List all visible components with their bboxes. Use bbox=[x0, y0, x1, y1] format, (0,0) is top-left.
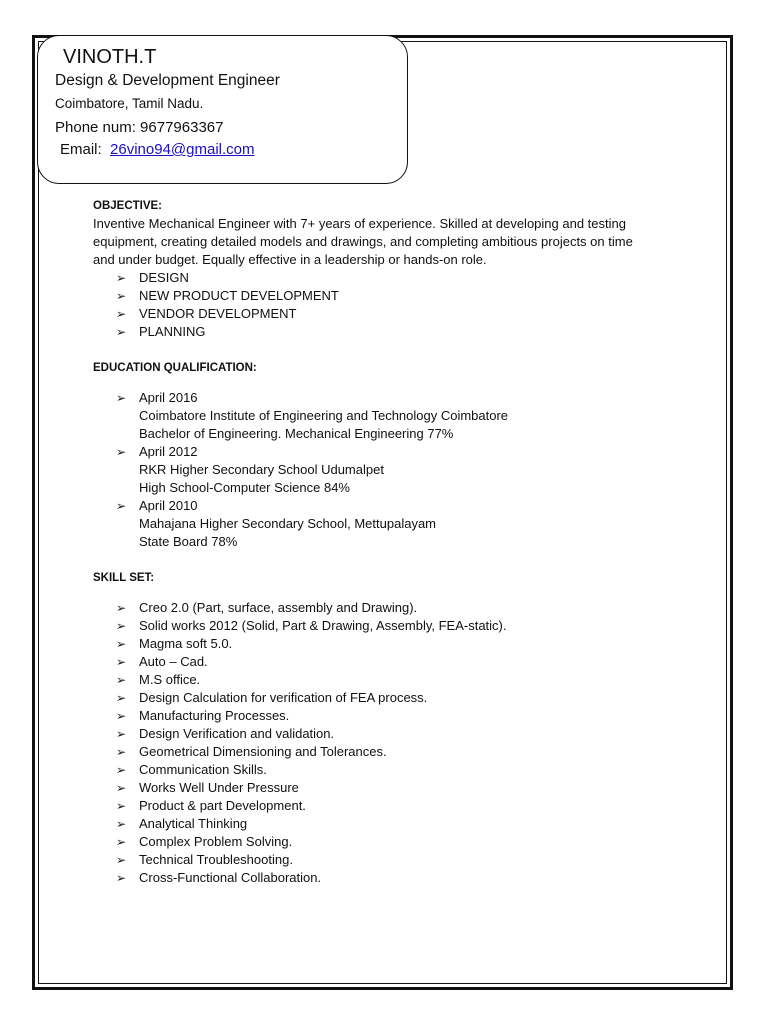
objective-item-label: PLANNING bbox=[139, 324, 206, 339]
arrowhead-bullet-icon: ➢ bbox=[116, 325, 127, 339]
education-date: April 2010 bbox=[139, 498, 198, 513]
skill-item bbox=[93, 653, 653, 671]
objective-text: Inventive Mechanical Engineer with 7+ years of experience. Skilled at developing and testing equipment, creating detailed models and drawings, and completing ambitious projects on time and under budget. Equally effective in a leadership or hands-on role. bbox=[93, 216, 633, 267]
arrowhead-bullet-icon: ➢ bbox=[116, 391, 127, 405]
skill-item bbox=[93, 617, 653, 635]
skill-label: Cross-Functional Collaboration. bbox=[139, 870, 322, 885]
skill-item bbox=[93, 851, 653, 869]
arrowhead-bullet-icon: ➢ bbox=[116, 853, 127, 867]
phone-number: Phone num: 9677963367 bbox=[55, 119, 224, 136]
education-detail: High School-Computer Science 84% bbox=[139, 480, 350, 495]
skill-item bbox=[93, 671, 653, 689]
arrowhead-bullet-icon: ➢ bbox=[116, 445, 127, 459]
education-institution: Coimbatore Institute of Engineering and Technology Coimbatore bbox=[139, 408, 509, 423]
arrowhead-bullet-icon: ➢ bbox=[116, 499, 127, 513]
arrowhead-bullet-icon: ➢ bbox=[116, 271, 127, 285]
education-date: April 2016 bbox=[139, 390, 198, 405]
skill-item bbox=[93, 761, 653, 779]
education-heading: EDUCATION QUALIFICATION: bbox=[93, 362, 257, 374]
skill-label: Design Verification and validation. bbox=[139, 726, 335, 741]
objective-heading: OBJECTIVE: bbox=[93, 200, 163, 212]
skill-item bbox=[93, 725, 653, 743]
education-detail: State Board 78% bbox=[139, 534, 238, 549]
arrowhead-bullet-icon: ➢ bbox=[116, 637, 127, 651]
arrowhead-bullet-icon: ➢ bbox=[116, 673, 127, 687]
arrowhead-bullet-icon: ➢ bbox=[116, 817, 127, 831]
objective-item bbox=[93, 287, 653, 305]
arrowhead-bullet-icon: ➢ bbox=[116, 307, 127, 321]
skill-label: Complex Problem Solving. bbox=[139, 834, 293, 849]
education-institution: Mahajana Higher Secondary School, Mettupalayam bbox=[139, 516, 437, 531]
skill-item bbox=[93, 779, 653, 797]
email-label: Email: bbox=[60, 141, 102, 158]
arrowhead-bullet-icon: ➢ bbox=[116, 871, 127, 885]
skill-item bbox=[93, 815, 653, 833]
skill-label: Technical Troubleshooting. bbox=[139, 852, 293, 867]
skill-item bbox=[93, 689, 653, 707]
email-link[interactable]: 26vino94@gmail.com bbox=[110, 141, 255, 158]
objective-item bbox=[93, 305, 653, 323]
skill-item bbox=[93, 833, 653, 851]
objective-item-label: DESIGN bbox=[139, 270, 189, 285]
arrowhead-bullet-icon: ➢ bbox=[116, 745, 127, 759]
skill-item bbox=[93, 743, 653, 761]
skill-label: Design Calculation for verification of FEA process. bbox=[139, 690, 428, 705]
skill-item bbox=[93, 797, 653, 815]
candidate-name: VINOTH.T bbox=[63, 46, 157, 68]
skill-label: Manufacturing Processes. bbox=[139, 708, 290, 723]
education-date: April 2012 bbox=[139, 444, 198, 459]
skill-label: Geometrical Dimensioning and Tolerances. bbox=[139, 744, 387, 759]
skills-heading: SKILL SET: bbox=[93, 572, 155, 584]
skill-item bbox=[93, 599, 653, 617]
skill-label: Solid works 2012 (Solid, Part & Drawing, Assembly, FEA-static). bbox=[139, 618, 507, 633]
arrowhead-bullet-icon: ➢ bbox=[116, 619, 127, 633]
objective-item bbox=[93, 269, 653, 287]
arrowhead-bullet-icon: ➢ bbox=[116, 655, 127, 669]
skill-label: Creo 2.0 (Part, surface, assembly and Drawing). bbox=[139, 600, 418, 615]
education-entry bbox=[93, 497, 653, 551]
arrowhead-bullet-icon: ➢ bbox=[116, 799, 127, 813]
skill-item bbox=[93, 869, 653, 887]
objective-list bbox=[93, 269, 653, 341]
arrowhead-bullet-icon: ➢ bbox=[116, 289, 127, 303]
skill-label: Communication Skills. bbox=[139, 762, 267, 777]
arrowhead-bullet-icon: ➢ bbox=[116, 835, 127, 849]
skill-label: Auto – Cad. bbox=[139, 654, 208, 669]
objective-item-label: NEW PRODUCT DEVELOPMENT bbox=[139, 288, 339, 303]
education-detail: Bachelor of Engineering. Mechanical Engineering 77% bbox=[139, 426, 454, 441]
objective-item-label: VENDOR DEVELOPMENT bbox=[139, 306, 297, 321]
skill-label: M.S office. bbox=[139, 672, 201, 687]
skill-label: Analytical Thinking bbox=[139, 816, 248, 831]
arrowhead-bullet-icon: ➢ bbox=[116, 691, 127, 705]
location: Coimbatore, Tamil Nadu. bbox=[55, 96, 204, 111]
skill-label: Magma soft 5.0. bbox=[139, 636, 233, 651]
job-title: Design & Development Engineer bbox=[55, 72, 280, 89]
arrowhead-bullet-icon: ➢ bbox=[116, 727, 127, 741]
objective-item bbox=[93, 323, 653, 341]
arrowhead-bullet-icon: ➢ bbox=[116, 709, 127, 723]
arrowhead-bullet-icon: ➢ bbox=[116, 763, 127, 777]
education-entry bbox=[93, 389, 653, 443]
education-list bbox=[93, 389, 653, 551]
skill-label: Product & part Development. bbox=[139, 798, 306, 813]
skills-list bbox=[93, 599, 653, 887]
education-institution: RKR Higher Secondary School Udumalpet bbox=[139, 462, 384, 477]
resume-body bbox=[93, 197, 653, 887]
skill-item bbox=[93, 707, 653, 725]
arrowhead-bullet-icon: ➢ bbox=[116, 781, 127, 795]
email-line bbox=[60, 141, 255, 158]
arrowhead-bullet-icon: ➢ bbox=[116, 601, 127, 615]
education-entry bbox=[93, 443, 653, 497]
skill-label: Works Well Under Pressure bbox=[139, 780, 299, 795]
skill-item bbox=[93, 635, 653, 653]
